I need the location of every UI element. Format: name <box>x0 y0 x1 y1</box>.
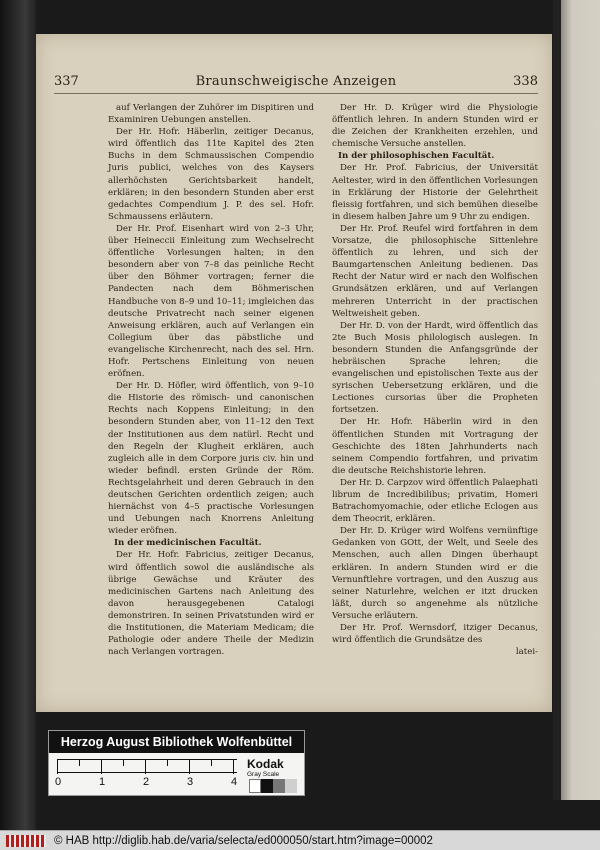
ruler-tick <box>189 760 190 774</box>
paragraph: Der Hr. D. von der Hardt, wird öffentlich das 2te Buch Mosis philologisch auslegen. In besondern Stunden die Anfangsgründe der hebräischen Sprache lehren; die evangelischen und epistolischen Texte aus der syrischen Uebersetzung erklären, und die Lectiones cursorias über die Propheten fortsetzen. <box>332 320 538 416</box>
ruler-labels <box>57 776 237 790</box>
color-calibration-card <box>48 730 305 796</box>
book-left-edge <box>0 0 36 830</box>
ruler-tick <box>233 760 234 774</box>
ruler-tick <box>145 760 146 774</box>
ruler-tick <box>101 760 102 774</box>
ruler-tick <box>57 760 58 774</box>
ruler-label: 3 <box>187 776 194 788</box>
library-name: Herzog August Bibliothek Wolfenbüttel <box>49 731 304 753</box>
text-column-left <box>108 102 314 658</box>
gray-swatch <box>285 779 297 793</box>
ruler-label: 0 <box>55 776 62 788</box>
paragraph: Der Hr. Prof. Eisenhart wird von 2–3 Uhr, über Heineccii Einleitung zum Wechselrecht öffentliche Vorlesungen halten; in den besondern aber von 7–8 das peinliche Recht über den Böhmer vortragen; ferner die Pandecten nach dem Böhmerischen Handbuche von 8–9 und 10–11; imgleichen das deutsche Privatrecht nach seiner eigenen Anweisung erklären, auch auf Verlangen ein Collegium über das päbstliche und evangelische Kirchenrecht, nach des sel. Hrn. Hofr. Pertschens Einleitung von neuen eröfnen. <box>108 223 314 380</box>
kodak-logo: Kodak <box>247 757 284 771</box>
text-column-right <box>332 102 538 658</box>
section-heading: In der medicinischen Facultät. <box>114 538 262 549</box>
section-heading: In der philosophischen Facultät. <box>338 151 495 162</box>
paragraph: Der Hr. D. Krüger wird Wolfens vernünftige Gedanken von GOtt, der Welt, und Seele des Menschen, auch allen Dingen überhaupt erklären. In andern Stunden wird er die Vernunftlehre vortragen, und den Auszug aus seiner Naturlehre, welchen er itzt drucken läßt, durch so angenehme als nützliche Versuche erläutern. <box>332 526 538 621</box>
facing-page-edge <box>553 0 600 800</box>
ruler-tick <box>167 760 168 766</box>
paragraph: Der Hr. Hofr. Fabricius, zeitiger Decanus, wird öffentlich sowol die ausländische als übrige Gewächse und Kräuter des medicinischen Gartens nach Anleitung des davon herausgegebenen Catalogi demonstriren. In seinen Privatstunden wird er die Institutionen, die Materiam Medicam; die Pathologie oder andere Theile der Medizin nach Verlangen vortragen. <box>108 550 314 658</box>
paragraph: Der Hr. D. Höfler, wird öffentlich, von 9–10 die Historie des römisch- und canonischen Rechts nach Koppens Einleitung; in den besondern Stunden aber, von 11–12 den Text der Institutionen aus dem natürl. Recht und den Regeln der Klugheit erklären, auch zugleich alle in dem Corpore juris civ. hin und wieder befindl. ersten Gründe der Röm. Rechtsgelahrheit und deren Gebrauch in den deutschen Gerichten ordentlich zeigen; auch hiernächst von 4–5 practische Vorlesungen und Uebungen nach Knorrens Anleitung wieder eröfnen. <box>108 381 314 537</box>
ruler-scale <box>57 759 237 773</box>
page-number-left: 337 <box>54 74 79 89</box>
gray-swatch <box>249 779 261 793</box>
ruler-tick <box>79 760 80 766</box>
paragraph: Der Hr. Prof. Fabricius, der Universität Aeltester, wird in den öffentlichen Vorlesungen in Erklärung der Historie der Gelehrtheit fleissig fortfahren, und sich bemühen dieselbe in diesem halben Jahre um 9 Uhr zu endigen. <box>332 163 538 222</box>
paragraph: auf Verlangen der Zuhörer im Dispitiren und Examiniren Uebungen anstellen. <box>108 103 314 126</box>
paragraph: Der Hr. Prof. Reufel wird fortfahren in dem Vorsatze, die philosophische Sittenlehre öffentlich zu lehren, und sich der Baumgartenschen Anleitung bedienen. Das Recht der Natur wird er nach den Wolfischen Grundsätzen erklären, und auf Verlangen mehreren Unterricht in der practischen Weltweisheit geben. <box>332 223 538 319</box>
kodak-gray-scale <box>247 757 301 793</box>
ruler-tick <box>211 760 212 766</box>
gray-swatch <box>261 779 273 793</box>
paragraph: Der Hr. Prof. Wernsdorf, itziger Decanus, wird öffentlich die Grundsätze des <box>332 623 538 646</box>
book-spine <box>553 0 561 800</box>
paragraph: Der Hr. Hofr. Häberlin wird in den öffentlichen Stunden mit Vortragung der Geschichte des 18ten Jahrhunderts nach seinem Compendio fortfahren, und privatim die deutsche Reichshistorie lehren. <box>332 417 538 476</box>
running-title: Braunschweigische Anzeigen <box>195 74 397 89</box>
ruler-label: 1 <box>99 776 106 788</box>
paragraph: Der Hr. Hofr. Häberlin, zeitiger Decanus, wird öffentlich das 11te Kapitel des 2ten Buchs in dem Schmaussischen Compendio Juris publici, welches von des Kaysers allerhöchsten Gerichtsbarkeit handelt, erklären; in den besondern Stunden aber erst gedachtes Compendium J. P. des sel. Hofr. Schmaussens erläutern. <box>108 127 314 222</box>
film-strip-icon <box>6 835 46 847</box>
copyright-footer <box>0 830 600 850</box>
gray-swatch <box>273 779 285 793</box>
running-head <box>54 74 538 94</box>
paragraph: Der Hr. D. Krüger wird die Physiologie öffentlich lehren. In andern Stunden wird er die Zeichen der Krankheiten erzehlen, und chemische Versuche anstellen. <box>332 103 538 150</box>
catchword: latei- <box>515 647 538 658</box>
copyright-link[interactable]: © HAB http://diglib.hab.de/varia/selecta/ed000050/start.htm?image=00002 <box>54 834 433 847</box>
ruler-label: 2 <box>143 776 150 788</box>
gray-scale-label: Gray Scale <box>247 771 280 778</box>
gray-swatches <box>249 779 297 793</box>
page-number-right: 338 <box>513 74 538 89</box>
ruler-label: 4 <box>231 776 238 788</box>
paragraph: Der Hr. D. Carpzov wird öffentlich Palaephati librum de Incredibilibus; privatim, Homeri Batrachomyomachie, oder etliche Eclogen aus dem Theocrit, erklären. <box>332 477 538 525</box>
ruler-tick <box>123 760 124 766</box>
